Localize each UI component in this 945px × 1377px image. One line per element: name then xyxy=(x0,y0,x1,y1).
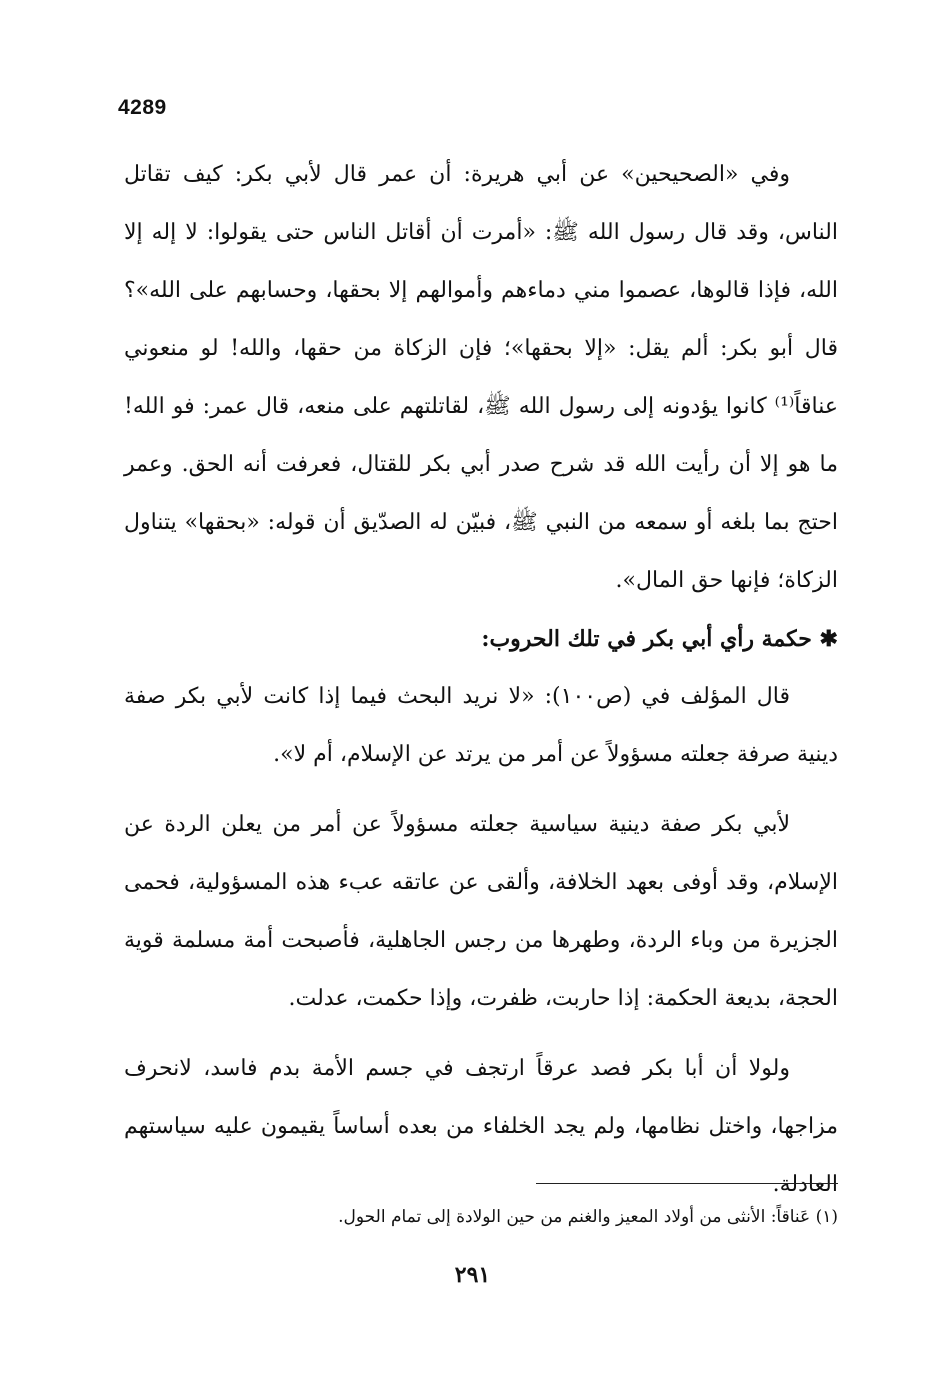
main-text xyxy=(124,146,838,1214)
section-heading: ✱ حكمة رأي أبي بكر في تلك الحروب: xyxy=(481,626,838,652)
paragraph-abu-bakr-role: لأبي بكر صفة دينية سياسية جعلته مسؤولاً عن أمر من يعلن الردة عن الإسلام، وقد أوفى بعهد الخلافة، وألقى عن عاتقه عبء هذه المسؤولية، فحمى الجزيرة من وباء الردة، وطهرها من رجس الجاهلية، فأصبحت أمة مسلمة قوية الحجة، بديعة الحكمة: إذا حاربت، ظفرت، وإذا حكمت، عدلت. xyxy=(124,812,838,1011)
page-number-bottom: ٢٩١ xyxy=(454,1262,491,1288)
footnote: (١) عَناقاً: الأنثى من أولاد المعيز والغنم من حين الولادة إلى تمام الحول. xyxy=(338,1207,838,1227)
paragraph-conclusion: ولولا أن أبا بكر فصد عرقاً ارتجف في جسم الأمة بدم فاسد، لانحرف مزاجها، واختل نظامها، ولم يجد الخلفاء من بعده أساساً يقيمون عليه سياستهم العادلة. xyxy=(124,1056,838,1197)
footnote-divider xyxy=(536,1183,838,1184)
paragraph-author-quote: قال المؤلف في (ص١٠٠): «لا نريد البحث فيما إذا كانت لأبي بكر صفة دينية صرفة جعلته مسؤولاً عن أمر من يرتد عن الإسلام، أم لا». xyxy=(124,684,838,767)
paragraph-sahihain-hadith: وفي «الصحيحين» عن أبي هريرة: أن عمر قال لأبي بكر: كيف تقاتل الناس، وقد قال رسول الله ﷺ: «أمرت أن أقاتل الناس حتى يقولوا: لا إله إلا الله، فإذا قالوها، عصموا مني دماءهم وأموالهم إلا بحقها، وحسابهم على الله»؟ قال أبو بكر: ألم يقل: «إلا بحقها»؛ فإن الزكاة من حقها، والله! لو منعوني عناقاً⁽¹⁾ كانوا يؤدونه إلى رسول الله ﷺ، لقاتلتهم على منعه، قال عمر: فو الله! ما هو إلا أن رأيت الله قد شرح صدر أبي بكر للقتال، فعرفت أنه الحق. وعمر احتج بما بلغه أو سمعه من النبي ﷺ، فبيّن له الصدّيق أن قوله: «بحقها» يتناول الزكاة؛ فإنها حق المال». xyxy=(124,162,838,593)
page-number-top: 4289 xyxy=(118,96,167,119)
